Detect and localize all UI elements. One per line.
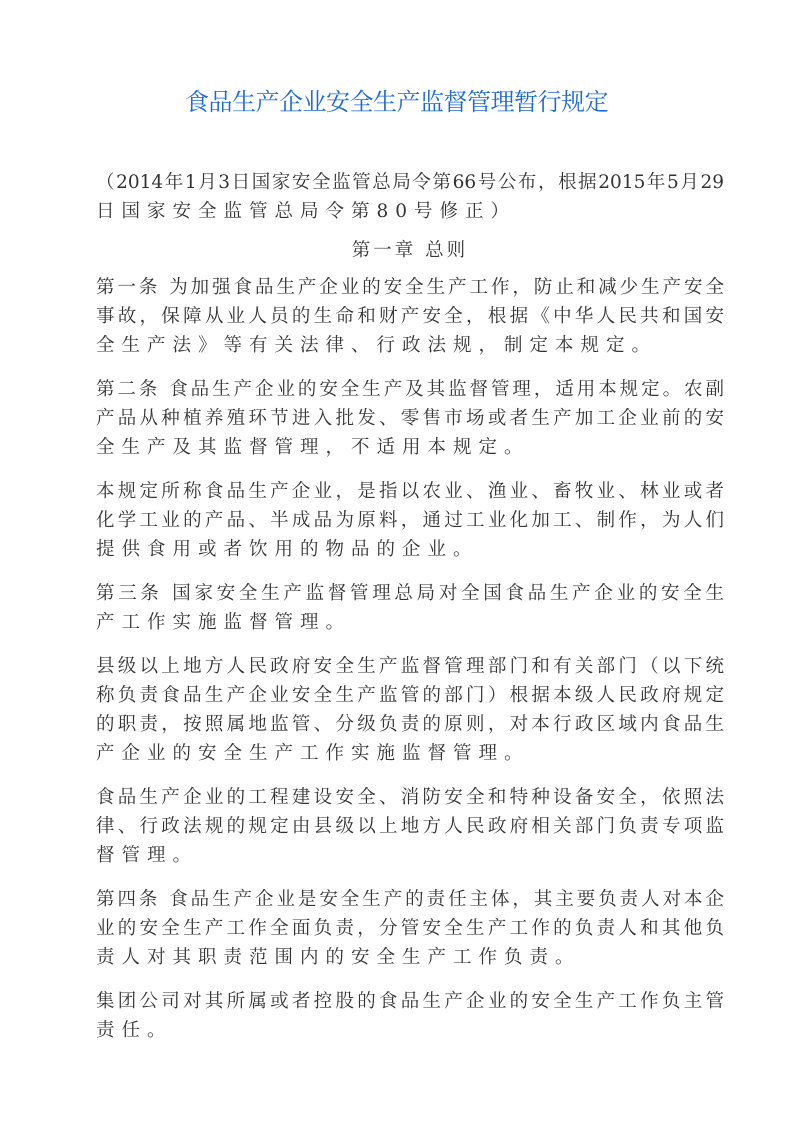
paragraph-line: 责人对其职责范围内的安全生产工作负责。 xyxy=(96,947,581,968)
paragraph-line: 化学工业的产品、半成品为原料，通过工业化加工、制作，为人们 xyxy=(96,510,724,531)
document-subtitle xyxy=(96,168,724,226)
paragraph-line: 第二条 食品生产企业的安全生产及其监督管理，适用本规定。农副 xyxy=(96,379,724,400)
paragraph-line: 的职责，按照属地监管、分级负责的原则，对本行政区域内食品生 xyxy=(96,714,724,735)
paragraph-line: 律、行政法规的规定由县级以上地方人民政府相关部门负责专项监 xyxy=(96,816,724,837)
paragraph-line: 全生产法》等有关法律、行政法规，制定本规定。 xyxy=(96,335,658,356)
article-paragraph xyxy=(96,477,724,564)
chapter-heading: 第一章 总则 xyxy=(351,240,469,261)
paragraph-line: 业的安全生产工作全面负责，分管安全生产工作的负责人和其他负 xyxy=(96,918,724,939)
document-body xyxy=(96,168,724,1060)
document-title: 食品生产企业安全生产监督管理暂行规定 xyxy=(185,88,608,116)
paragraph-line: 产企业的安全生产工作实施监督管理。 xyxy=(96,743,530,764)
paragraph-line: 第一条 为加强食品生产企业的安全生产工作，防止和减少生产安全 xyxy=(96,277,724,298)
article-paragraph xyxy=(96,783,724,870)
article-paragraph xyxy=(96,987,724,1045)
paragraph-line: 督管理。 xyxy=(96,845,199,866)
paragraph-line: 第四条 食品生产企业是安全生产的责任主体，其主要负责人对本企 xyxy=(96,889,724,910)
article-paragraph xyxy=(96,885,724,972)
article-paragraph xyxy=(96,273,724,360)
paragraph-line: 县级以上地方人民政府安全生产监督管理部门和有关部门（以下统 xyxy=(96,656,724,677)
paragraph-line: 本规定所称食品生产企业，是指以农业、渔业、畜牧业、林业或者 xyxy=(96,481,724,502)
paragraph-line: 称负责食品生产企业安全生产监管的部门）根据本级人民政府规定 xyxy=(96,685,724,706)
paragraph-line: 提供食用或者饮用的物品的企业。 xyxy=(96,539,479,560)
paragraph-line: 事故，保障从业人员的生命和财产安全，根据《中华人民共和国安 xyxy=(96,306,724,327)
paragraph-line: 第三条 国家安全生产监督管理总局对全国食品生产企业的安全生 xyxy=(96,583,724,604)
paragraph-line: （2014年1月3日国家安全监管总局令第66号公布，根据2015年5月29 xyxy=(96,172,724,193)
article-paragraph xyxy=(96,579,724,637)
paragraph-line: 产工作实施监督管理。 xyxy=(96,612,352,633)
article-paragraph xyxy=(96,375,724,462)
paragraph-line: 食品生产企业的工程建设安全、消防安全和特种设备安全，依照法 xyxy=(96,787,724,808)
paragraph-line: 全生产及其监督管理，不适用本规定。 xyxy=(96,437,530,458)
paragraph-line: 责任。 xyxy=(96,1020,173,1041)
paragraph-line: 集团公司对其所属或者控股的食品生产企业的安全生产工作负主管 xyxy=(96,991,724,1012)
paragraph-line: 产品从种植养殖环节进入批发、零售市场或者生产加工企业前的安 xyxy=(96,408,724,429)
paragraph-line: 日国家安全监管总局令第80号修正） xyxy=(96,201,517,222)
article-paragraph xyxy=(96,652,724,768)
